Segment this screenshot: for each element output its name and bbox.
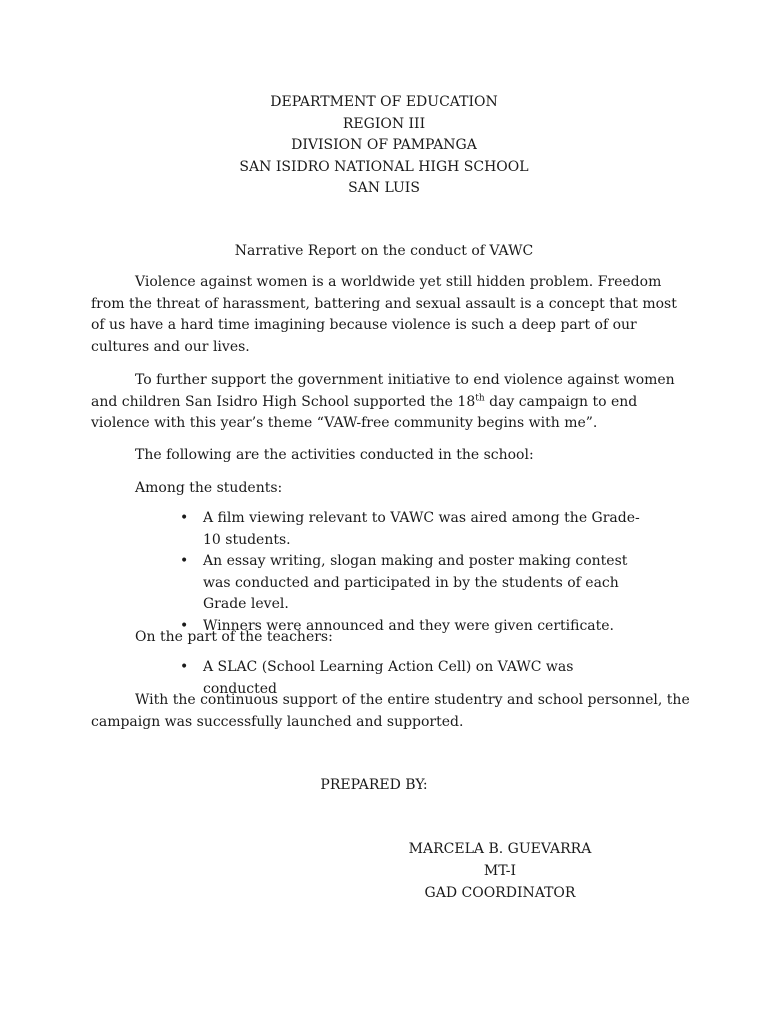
bullet-icon: • [180,617,189,634]
paragraph-support-text-a: To further support the government initiative to end violence against women and children San Isidro High School supported the 18 [91,372,675,410]
list-item [180,551,650,616]
paragraph-students-heading: Among the students: [135,480,283,496]
report-title: Narrative Report on the conduct of VAWC [234,243,534,259]
signatory-role: GAD COORDINATOR [424,885,576,901]
letterhead-school: SAN ISIDRO NATIONAL HIGH SCHOOL [239,158,529,175]
bullet-icon: • [180,553,189,569]
bullet-icon: • [180,510,189,526]
signatory-position: MT-I [483,863,517,879]
list-item-text: A film viewing relevant to VAWC was aired among the Grade-10 students. [203,510,640,548]
letterhead-region: REGION III [342,115,426,132]
signature-block [350,838,650,904]
letterhead [0,92,768,200]
prepared-by-label: PREPARED BY: [320,777,428,793]
list-item-text: Winners were announced and they were given certificate. [203,617,615,634]
list-item [180,508,650,551]
bullet-icon: • [180,659,189,675]
letterhead-town: SAN LUIS [348,180,420,196]
letterhead-department: DEPARTMENT OF EDUCATION [270,94,498,110]
paragraph-intro: Violence against women is a worldwide yet still hidden problem. Freedom from the threat of harassment, battering and sexual assault is a concept that most of us have a hard time imagining because violence is such a deep part of our cultures and our lives. [91,274,677,355]
students-activity-list [180,508,650,637]
list-item-text: A SLAC (School Learning Action Cell) on VAWC was conducted [203,659,574,697]
list-item-text: An essay writing, slogan making and poster making contest was conducted and participated in by the students of each Grade level. [203,553,628,612]
paragraph-conclusion: With the continuous support of the entire studentry and school personnel, the campaign was successfully launched and supported. [91,692,690,730]
letterhead-division: DIVISION OF PAMPANGA [291,137,477,153]
paragraph-support [91,370,691,435]
signatory-name: MARCELA B. GUEVARRA [408,841,592,857]
paragraph-teachers-heading: On the part of the teachers: [135,629,333,645]
ordinal-suffix: th [475,392,485,403]
paragraph-support-text-b: day campaign to end violence with this year’s theme “VAW-free community begins with me”. [91,393,638,431]
paragraph-activities-intro: The following are the activities conducted in the school: [135,447,534,463]
